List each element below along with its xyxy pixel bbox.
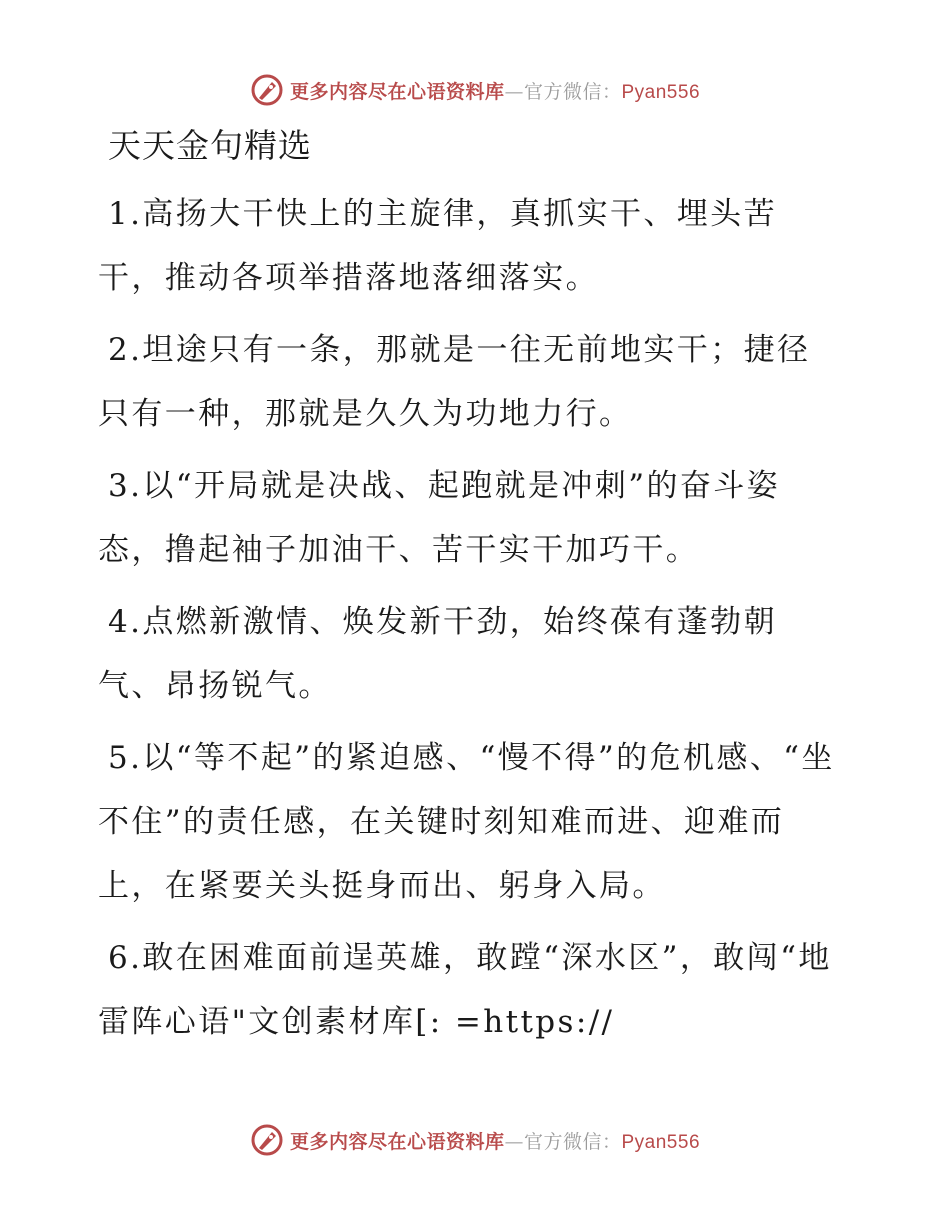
- pen-nib-logo-icon: [250, 73, 284, 107]
- watermark-brand: 更多内容尽在心语资料库: [289, 1130, 505, 1153]
- watermark-id: Pyan556: [621, 1131, 701, 1153]
- watermark-sub: 官方微信：: [523, 1130, 622, 1153]
- watermark-brand: 更多内容尽在心语资料库: [289, 80, 505, 103]
- document-title: 天天金句精选: [108, 126, 312, 165]
- list-item: 1.高扬大干快上的主旋律，真抓实干、埋头苦干，推动各项举措落地落细落实。: [98, 196, 777, 296]
- list-item: 2.坦途只有一条，那就是一往无前地实干；捷径只有一种，那就是久久为功地力行。: [98, 332, 811, 432]
- footer-watermark: [0, 1118, 950, 1162]
- document-body: [98, 122, 838, 1062]
- watermark-dash: —: [504, 1130, 524, 1153]
- watermark-sub: 官方微信：: [523, 80, 622, 103]
- pen-nib-logo-icon: [250, 1123, 284, 1157]
- list-item: 6.敢在困难面前逞英雄，敢蹚“深水区”，敢闯“地雷阵心语"文创素材库[: =https://: [98, 940, 832, 1040]
- watermark-text: [290, 77, 700, 104]
- watermark-dash: —: [504, 80, 524, 103]
- watermark-text: [290, 1127, 700, 1154]
- list-item: 4.点燃新激情、焕发新干劲，始终葆有蓬勃朝气、昂扬锐气。: [98, 604, 777, 704]
- list-item: 5.以“等不起”的紧迫感、“慢不得”的危机感、“坐不住”的责任感，在关键时刻知难而进、迎难而上，在紧要关头挺身而出、躬身入局。: [98, 740, 835, 904]
- watermark-id: Pyan556: [621, 81, 701, 103]
- list-item: 3.以“开局就是决战、起跑就是冲刺”的奋斗姿态，撸起袖子加油干、苦干实干加巧干。: [98, 468, 781, 568]
- header-watermark: [0, 68, 950, 112]
